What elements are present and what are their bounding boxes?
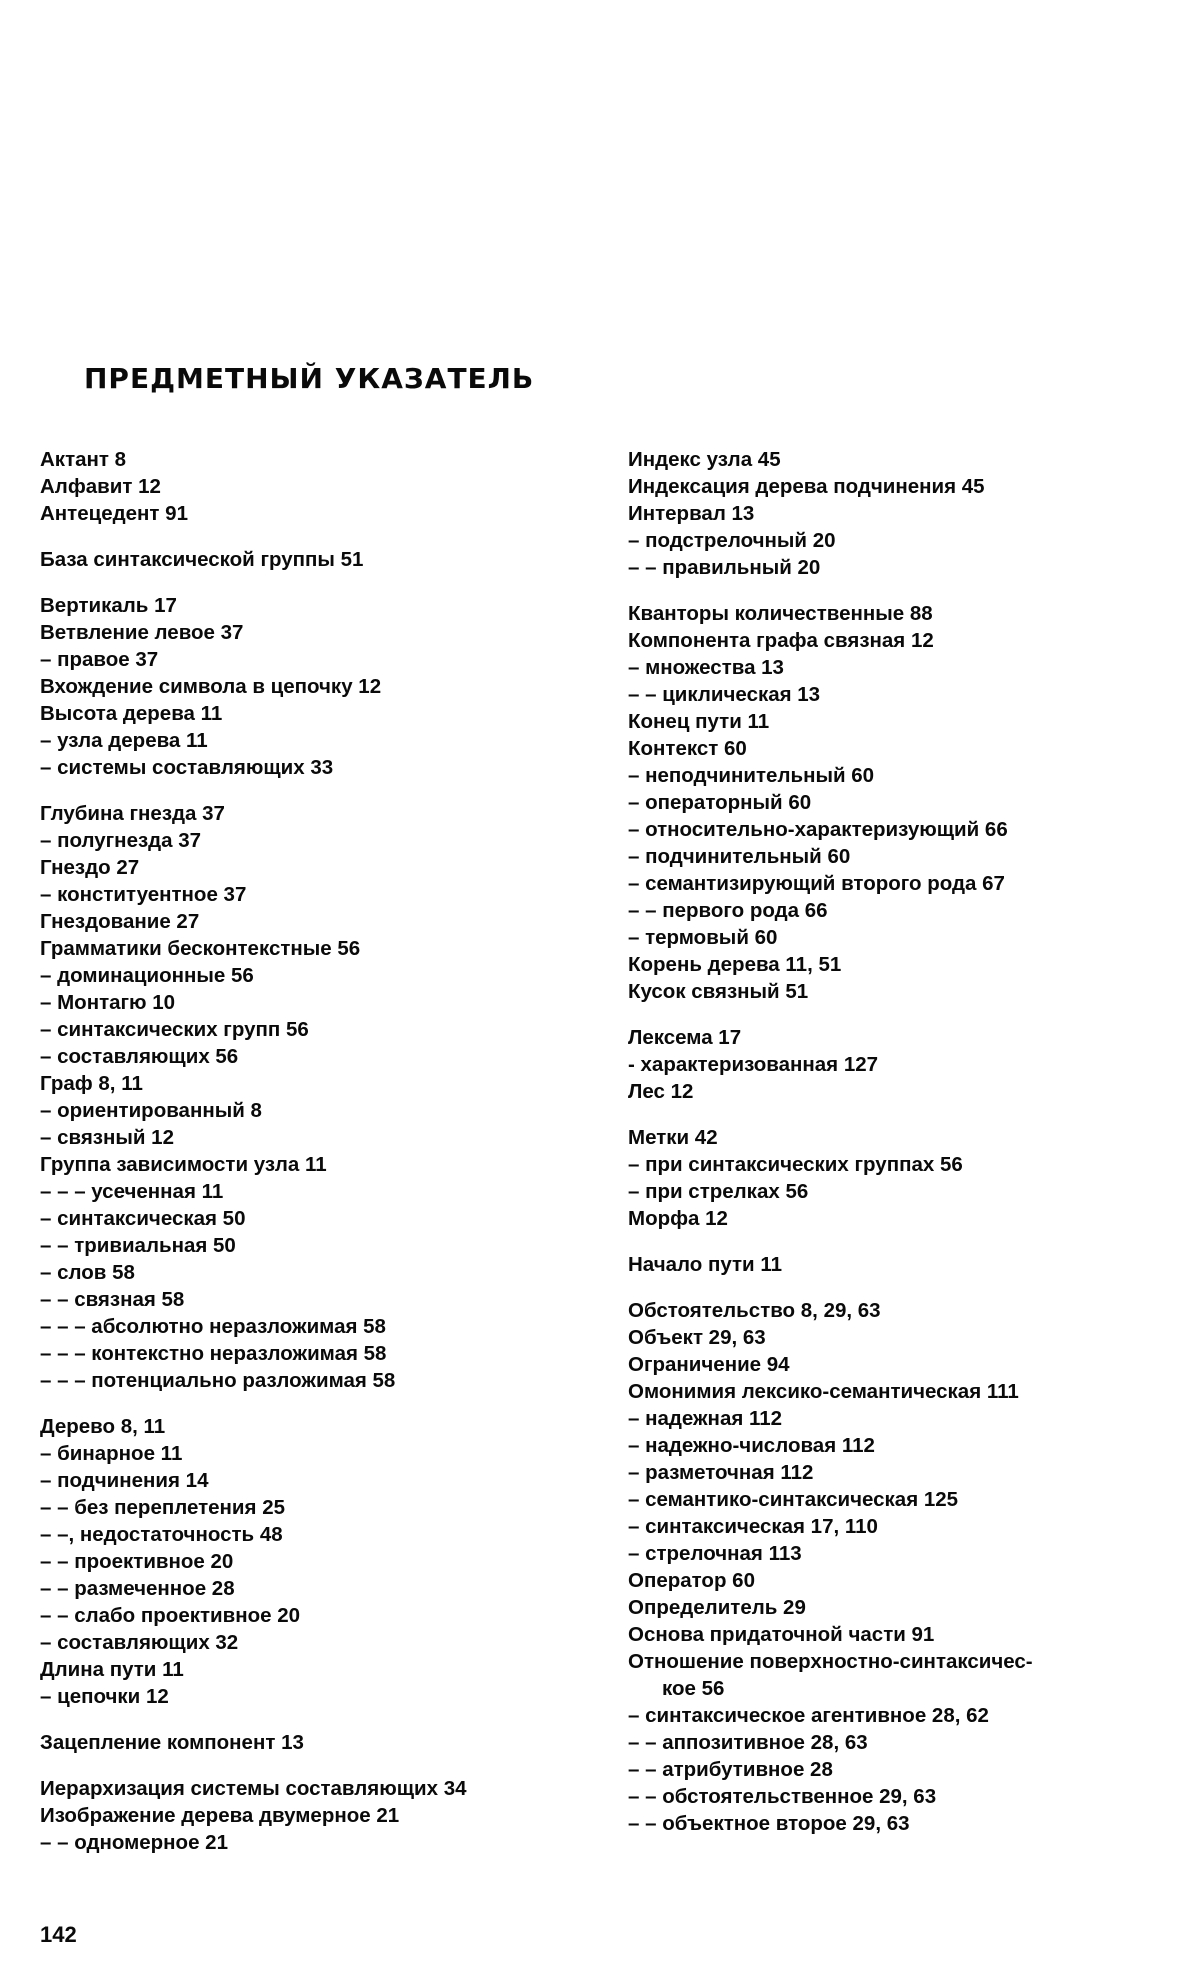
index-entry: – – объектное второе 29, 63 xyxy=(628,1812,910,1835)
index-entry: Антецедент 91 xyxy=(40,502,188,525)
index-entry: – подстрелочный 20 xyxy=(628,529,836,552)
index-entry: – при стрелках 56 xyxy=(628,1180,809,1203)
index-letter-group xyxy=(40,1413,600,1710)
index-entry: - характеризованная 127 xyxy=(628,1053,879,1076)
index-entry: – – без переплетения 25 xyxy=(40,1496,285,1519)
index-entry: Лес 12 xyxy=(628,1080,694,1103)
index-entry: – – проективное 20 xyxy=(40,1550,234,1573)
index-column-right xyxy=(628,446,1188,1856)
index-entry: – стрелочная 113 xyxy=(628,1542,802,1565)
index-entry: Начало пути 11 xyxy=(628,1253,783,1276)
index-entry: – правое 37 xyxy=(40,648,159,671)
index-entry: – синтаксическая 17, 110 xyxy=(628,1515,878,1538)
index-entry: Интервал 13 xyxy=(628,502,755,525)
index-entry: Контекст 60 xyxy=(628,737,747,760)
index-entry: Корень дерева 11, 51 xyxy=(628,953,842,976)
index-entry: Метки 42 xyxy=(628,1126,718,1149)
index-entry: Высота дерева 11 xyxy=(40,702,223,725)
index-entry: – семантико-синтаксическая 125 xyxy=(628,1488,959,1511)
index-entry: – связный 12 xyxy=(40,1126,174,1149)
index-entry: Гнездо 27 xyxy=(40,856,140,879)
index-entry: – – обстоятельственное 29, 63 xyxy=(628,1785,937,1808)
index-entry: – семантизирующий второго рода 67 xyxy=(628,872,1005,895)
index-entry: Обстоятельство 8, 29, 63 xyxy=(628,1299,881,1322)
index-entry: – относительно-характеризующий 66 xyxy=(628,818,1008,841)
index-entry: – – – усеченная 11 xyxy=(40,1180,224,1203)
index-entry: – бинарное 11 xyxy=(40,1442,183,1465)
index-entry: – неподчинительный 60 xyxy=(628,764,875,787)
index-column-left xyxy=(40,446,600,1875)
index-entry: – – связная 58 xyxy=(40,1288,185,1311)
index-entry: Зацепление компонент 13 xyxy=(40,1731,304,1754)
index-entry: – полугнезда 37 xyxy=(40,829,202,852)
index-entry: Гнездование 27 xyxy=(40,910,200,933)
index-entry: Отношение поверхностно-синтаксичес- xyxy=(628,1650,1033,1673)
index-entry: База синтаксической группы 51 xyxy=(40,548,364,571)
index-entry: – –, недостаточность 48 xyxy=(40,1523,283,1546)
index-entry: Определитель 29 xyxy=(628,1596,806,1619)
index-entry: Дерево 8, 11 xyxy=(40,1415,166,1438)
index-entry: – конституентное 37 xyxy=(40,883,247,906)
index-entry: Компонента графа связная 12 xyxy=(628,629,934,652)
index-entry: – синтаксическая 50 xyxy=(40,1207,246,1230)
index-letter-group xyxy=(628,1024,1188,1105)
index-entry: – множества 13 xyxy=(628,656,784,679)
index-entry: – синтаксических групп 56 xyxy=(40,1018,309,1041)
index-entry: – подчинительный 60 xyxy=(628,845,851,868)
index-entry: – подчинения 14 xyxy=(40,1469,209,1492)
index-entry: – – – абсолютно неразложимая 58 xyxy=(40,1315,386,1338)
index-entry: – при синтаксических группах 56 xyxy=(628,1153,963,1176)
index-entry: – – циклическая 13 xyxy=(628,683,821,706)
index-entry: Основа придаточной части 91 xyxy=(628,1623,935,1646)
index-entry: Индекс узла 45 xyxy=(628,448,781,471)
index-entry: Ограничение 94 xyxy=(628,1353,790,1376)
index-entry: Индексация дерева подчинения 45 xyxy=(628,475,985,498)
index-entry: Вхождение символа в цепочку 12 xyxy=(40,675,382,698)
index-letter-group xyxy=(40,1775,600,1856)
index-entry: – – правильный 20 xyxy=(628,556,821,579)
index-entry: кое 56 xyxy=(662,1677,725,1700)
index-entry: Изображение дерева двумерное 21 xyxy=(40,1804,400,1827)
index-entry: Алфавит 12 xyxy=(40,475,161,498)
page-title: ПРЕДМЕТНЫЙ УКАЗАТЕЛЬ xyxy=(84,362,535,395)
index-entry: Грамматики бесконтекстные 56 xyxy=(40,937,361,960)
index-entry: – доминационные 56 xyxy=(40,964,254,987)
index-entry: Группа зависимости узла 11 xyxy=(40,1153,327,1176)
index-entry: – слов 58 xyxy=(40,1261,135,1284)
index-entry: – ориентированный 8 xyxy=(40,1099,262,1122)
index-entry: Лексема 17 xyxy=(628,1026,742,1049)
index-entry: – узла дерева 11 xyxy=(40,729,208,752)
index-letter-group xyxy=(628,1297,1188,1837)
index-letter-group xyxy=(628,1251,1188,1278)
index-entry: – – размеченное 28 xyxy=(40,1577,235,1600)
index-entry: – – атрибутивное 28 xyxy=(628,1758,833,1781)
index-entry: – термовый 60 xyxy=(628,926,778,949)
index-entry: Длина пути 11 xyxy=(40,1658,184,1681)
index-entry: Оператор 60 xyxy=(628,1569,755,1592)
index-entry: Граф 8, 11 xyxy=(40,1072,143,1095)
index-entry: – – – контекстно неразложимая 58 xyxy=(40,1342,387,1365)
index-entry: Конец пути 11 xyxy=(628,710,770,733)
index-entry: Кванторы количественные 88 xyxy=(628,602,933,625)
page-number: 142 xyxy=(40,1922,77,1947)
index-letter-group xyxy=(628,600,1188,1005)
index-entry: – – первого рода 66 xyxy=(628,899,828,922)
index-entry: Объект 29, 63 xyxy=(628,1326,766,1349)
index-entry: Ветвление левое 37 xyxy=(40,621,244,644)
index-entry: Омонимия лексико-семантическая 111 xyxy=(628,1380,1019,1403)
index-entry: – – аппозитивное 28, 63 xyxy=(628,1731,868,1754)
index-entry: Иерархизация системы составляющих 34 xyxy=(40,1777,467,1800)
index-entry: – – – потенциально разложимая 58 xyxy=(40,1369,396,1392)
index-entry: – цепочки 12 xyxy=(40,1685,169,1708)
index-entry: – составляющих 56 xyxy=(40,1045,239,1068)
index-entry: – надежная 112 xyxy=(628,1407,783,1430)
index-entry: – разметочная 112 xyxy=(628,1461,814,1484)
index-entry: – составляющих 32 xyxy=(40,1631,239,1654)
index-entry: – надежно-числовая 112 xyxy=(628,1434,875,1457)
index-entry: Морфа 12 xyxy=(628,1207,728,1230)
index-entry: Актант 8 xyxy=(40,448,127,471)
index-letter-group xyxy=(40,546,600,573)
index-letter-group xyxy=(628,446,1188,581)
index-entry: – синтаксическое агентивное 28, 62 xyxy=(628,1704,989,1727)
index-entry: – – слабо проективное 20 xyxy=(40,1604,301,1627)
index-letter-group xyxy=(40,1729,600,1756)
index-letter-group xyxy=(40,446,600,527)
index-entry: Вертикаль 17 xyxy=(40,594,177,617)
index-letter-group xyxy=(40,800,600,1394)
index-entry: – операторный 60 xyxy=(628,791,812,814)
index-entry: – системы составляющих 33 xyxy=(40,756,334,779)
index-entry: – – тривиальная 50 xyxy=(40,1234,236,1257)
index-entry: Кусок связный 51 xyxy=(628,980,809,1003)
index-entry: – – одномерное 21 xyxy=(40,1831,228,1854)
index-letter-group xyxy=(40,592,600,781)
index-entry: – Монтагю 10 xyxy=(40,991,176,1014)
index-letter-group xyxy=(628,1124,1188,1232)
index-entry: Глубина гнезда 37 xyxy=(40,802,225,825)
